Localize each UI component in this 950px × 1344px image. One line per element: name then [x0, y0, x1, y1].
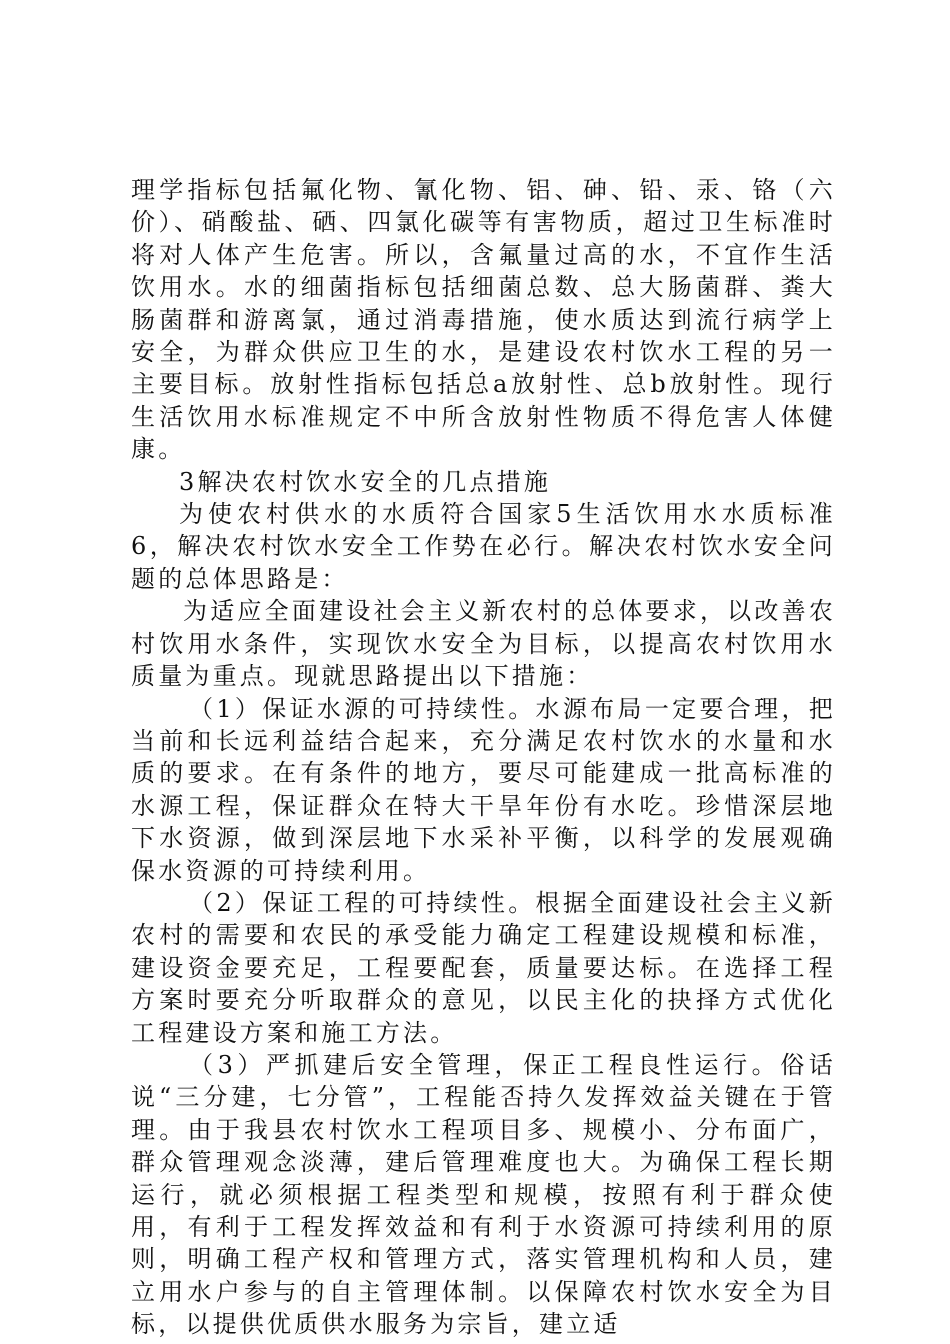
paragraph-overall-approach: 为适应全面建设社会主义新农村的总体要求，以改善农村饮用水条件，实现饮水安全为目标，以提高农村饮用水质量为重点。现就思路提出以下措施： — [131, 597, 836, 691]
paragraph-measure-1-water-source: （1）保证水源的可持续性。水源布局一定要合理，把当前和长远利益结合起来，充分满足农村饮水的水量和水质的要求。在有条件的地方，要尽可能建成一批高标准的水源工程，保证群众在特大干旱年份有水吃。珍惜深层地下水资源，做到深层地下水采补平衡，以科学的发展观确保水资源的可持续利用。 — [131, 694, 836, 885]
paragraph-water-quality-indicators: 理学指标包括氟化物、氰化物、铝、砷、铅、汞、铬（六价）、硝酸盐、硒、四氯化碳等有害物质，超过卫生标准时将对人体产生危害。所以，含氟量过高的水，不宜作生活饮用水。水的细菌指标包括细菌总数、总大肠菌群、粪大肠菌群和游离氯，通过消毒措施，使水质达到流行病学上安全，为群众供应卫生的水，是建设农村饮水工程的另一主要目标。放射性指标包括总a放射性、总b放射性。现行生活饮用水标准规定不中所含放射性物质不得危害人体健康。 — [131, 176, 836, 464]
paragraph-measure-2-engineering: （2）保证工程的可持续性。根据全面建设社会主义新农村的需要和农民的承受能力确定工程建设规模和标准，建设资金要充足，工程要配套，质量要达标。在选择工程方案时要充分听取群众的意见，以民主化的抉择方式优化工程建设方案和施工方法。 — [131, 888, 836, 1047]
paragraph-measure-3-management: （3）严抓建后安全管理，保正工程良性运行。俗话说“三分建，七分管”，工程能否持久发挥效益关键在于管理。由于我县农村饮水工程项目多、规模小、分布面广，群众管理观念淡薄，建后管理难度也大。为确保工程长期运行，就必须根据工程类型和规模，按照有利于群众使用，有利于工程发挥效益和有利于水资源可持续利用的原则，明确工程产权和管理方式，落实管理机构和人员，建立用水户参与的自主管理体制。以保障农村饮水安全为目标，以提供优质供水服务为宗旨，建立适 — [131, 1050, 836, 1339]
paragraph-national-standard: 为使农村供水的水质符合国家5生活饮用水水质标准6，解决农村饮水安全工作势在必行。解决农村饮水安全问题的总体思路是： — [131, 500, 836, 593]
document-body — [131, 174, 836, 1341]
section-heading-measures: 3解决农村饮水安全的几点措施 — [179, 467, 552, 496]
